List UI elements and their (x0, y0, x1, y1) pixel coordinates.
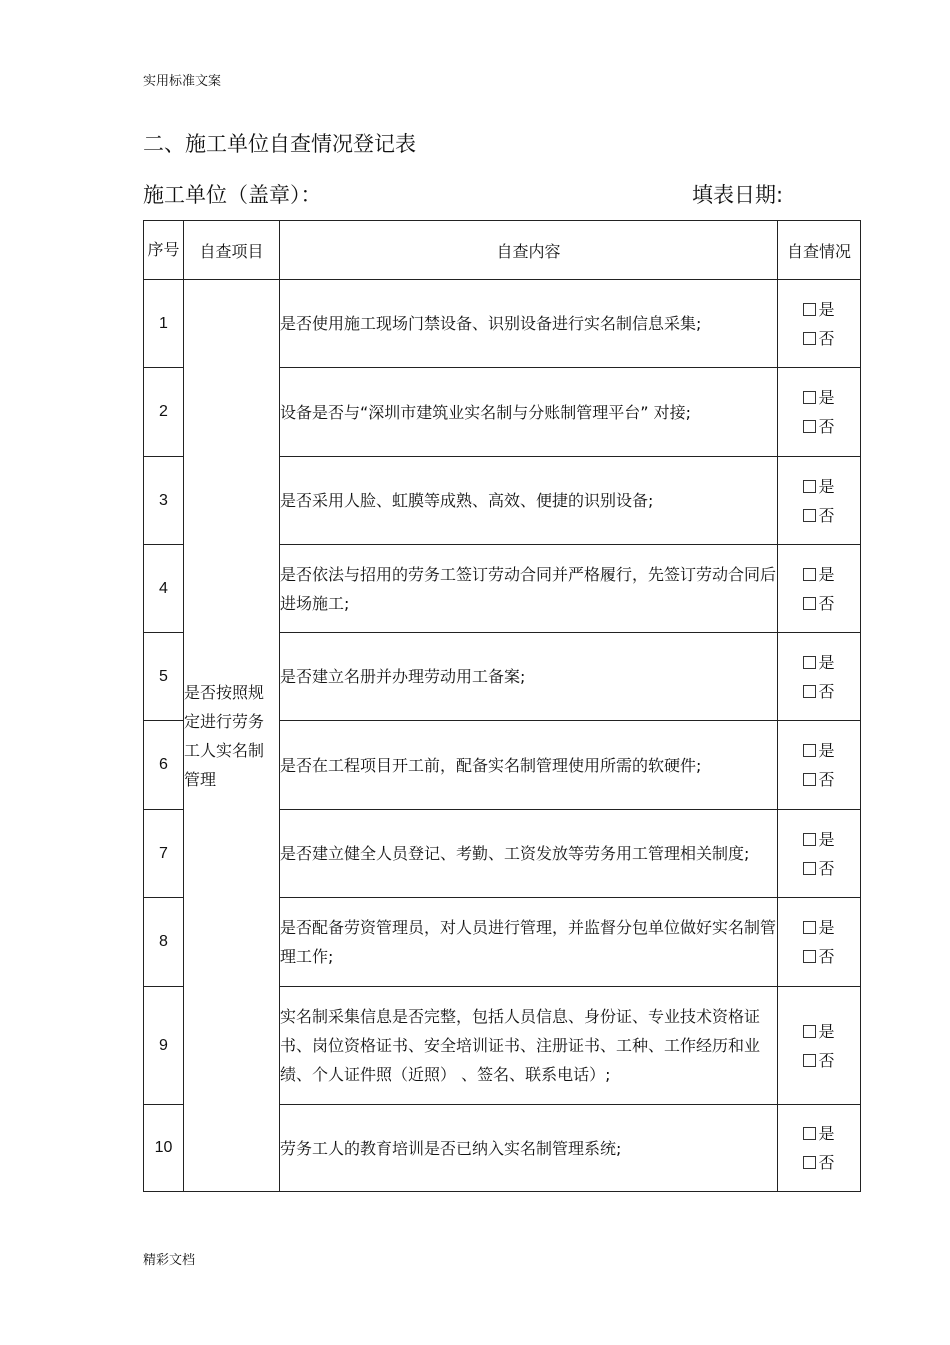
option-yes-label: 是 (818, 652, 835, 672)
option-yes-label: 是 (818, 476, 835, 496)
option-no-label: 否 (818, 947, 835, 966)
option-yes-label: 是 (818, 388, 835, 407)
status-option-no[interactable] (778, 854, 860, 883)
row-number: 8 (144, 898, 184, 987)
check-status-cell (778, 280, 861, 368)
option-no-label: 否 (818, 770, 835, 789)
status-option-no[interactable] (778, 501, 860, 530)
checkbox-yes[interactable] (803, 921, 816, 934)
option-yes-label: 是 (818, 564, 835, 584)
status-option-yes[interactable] (778, 295, 860, 324)
option-no-label: 否 (818, 417, 835, 436)
check-status-cell (778, 987, 861, 1105)
check-status-cell (778, 457, 861, 545)
checkbox-no[interactable] (803, 1054, 816, 1067)
option-no-label: 否 (818, 505, 835, 525)
status-option-yes[interactable] (778, 560, 860, 589)
checkbox-yes[interactable] (803, 833, 816, 846)
header-item: 自查项目 (184, 221, 280, 280)
checkbox-no[interactable] (803, 597, 816, 610)
checkbox-yes[interactable] (803, 1025, 816, 1038)
header-no: 序号 (144, 221, 184, 280)
status-option-no[interactable] (778, 942, 860, 971)
table-row (144, 280, 861, 368)
status-option-no[interactable] (778, 1148, 860, 1177)
option-yes-label: 是 (818, 1124, 835, 1143)
checkbox-yes[interactable] (803, 1127, 816, 1140)
header-content: 自查内容 (280, 221, 778, 280)
check-status-cell (778, 721, 861, 810)
option-yes-label: 是 (818, 1021, 835, 1041)
checkbox-yes[interactable] (803, 480, 816, 493)
check-content-cell: 实名制采集信息是否完整，包括人员信息、身份证、专业技术资格证书、岗位资格证书、安全培训证书、注册证书、工种、工作经历和业绩、个人证件照（近照） 、签名、联系电话）; (280, 987, 778, 1105)
option-no-label: 否 (818, 858, 835, 878)
status-option-yes[interactable] (778, 1119, 860, 1148)
status-option-no[interactable] (778, 677, 860, 706)
check-item-cell: 是否按照规定进行劳务工人实名制管理 (184, 280, 280, 1192)
status-option-yes[interactable] (778, 472, 860, 501)
status-option-no[interactable] (778, 765, 860, 794)
option-yes-label: 是 (818, 918, 835, 937)
check-content-cell: 是否使用施工现场门禁设备、识别设备进行实名制信息采集; (280, 280, 778, 368)
status-option-yes[interactable] (778, 736, 860, 765)
check-status-cell (778, 898, 861, 987)
option-no-label: 否 (818, 1050, 835, 1070)
option-yes-label: 是 (818, 741, 835, 760)
checkbox-no[interactable] (803, 332, 816, 345)
row-number: 7 (144, 810, 184, 898)
option-no-label: 否 (818, 1153, 835, 1172)
self-check-table (143, 220, 861, 1192)
table-header-row (144, 221, 861, 280)
checkbox-no[interactable] (803, 950, 816, 963)
row-number: 3 (144, 457, 184, 545)
row-number: 4 (144, 545, 184, 633)
check-content-cell: 设备是否与“深圳市建筑业实名制与分账制管理平台” 对接; (280, 368, 778, 457)
check-status-cell (778, 633, 861, 721)
check-content-cell: 是否采用人脸、虹膜等成熟、高效、便捷的识别设备; (280, 457, 778, 545)
checkbox-no[interactable] (803, 773, 816, 786)
header-status: 自查情况 (778, 221, 861, 280)
check-content-cell: 是否建立名册并办理劳动用工备案; (280, 633, 778, 721)
row-number: 1 (144, 280, 184, 368)
checkbox-yes[interactable] (803, 303, 816, 316)
row-number: 9 (144, 987, 184, 1105)
document-title: 二、施工单位自查情况登记表 (143, 132, 416, 156)
row-number: 5 (144, 633, 184, 721)
checkbox-no[interactable] (803, 685, 816, 698)
status-option-no[interactable] (778, 1046, 860, 1075)
checkbox-no[interactable] (803, 509, 816, 522)
check-status-cell (778, 810, 861, 898)
row-number: 10 (144, 1105, 184, 1192)
option-yes-label: 是 (818, 299, 835, 319)
check-status-cell (778, 545, 861, 633)
status-option-yes[interactable] (778, 913, 860, 942)
checkbox-yes[interactable] (803, 744, 816, 757)
status-option-yes[interactable] (778, 1017, 860, 1046)
check-content-cell: 是否配备劳资管理员，对人员进行管理，并监督分包单位做好实名制管理工作; (280, 898, 778, 987)
status-option-no[interactable] (778, 324, 860, 353)
checkbox-no[interactable] (803, 420, 816, 433)
check-content-cell: 是否在工程项目开工前，配备实名制管理使用所需的软硬件; (280, 721, 778, 810)
status-option-no[interactable] (778, 412, 860, 441)
status-option-yes[interactable] (778, 825, 860, 854)
row-number: 6 (144, 721, 184, 810)
checkbox-no[interactable] (803, 862, 816, 875)
option-no-label: 否 (818, 593, 835, 613)
checkbox-yes[interactable] (803, 391, 816, 404)
check-status-cell (778, 1105, 861, 1192)
page-header-label: 实用标准文案 (143, 74, 222, 89)
option-no-label: 否 (818, 328, 835, 348)
check-status-cell (778, 368, 861, 457)
check-content-cell: 劳务工人的教育培训是否已纳入实名制管理系统; (280, 1105, 778, 1192)
check-content-cell: 是否依法与招用的劳务工签订劳动合同并严格履行，先签订劳动合同后进场施工; (280, 545, 778, 633)
checkbox-yes[interactable] (803, 656, 816, 669)
checkbox-no[interactable] (803, 1156, 816, 1169)
option-yes-label: 是 (818, 829, 835, 849)
status-option-yes[interactable] (778, 383, 860, 412)
row-number: 2 (144, 368, 184, 457)
check-content-cell: 是否建立健全人员登记、考勤、工资发放等劳务用工管理相关制度; (280, 810, 778, 898)
status-option-yes[interactable] (778, 648, 860, 677)
fill-date-label: 填表日期: (692, 183, 784, 207)
option-no-label: 否 (818, 681, 835, 701)
page-footer-label: 精彩文档 (143, 1253, 196, 1268)
status-option-no[interactable] (778, 589, 860, 618)
construction-unit-label: 施工单位（盖章）： (143, 183, 322, 207)
checkbox-yes[interactable] (803, 568, 816, 581)
